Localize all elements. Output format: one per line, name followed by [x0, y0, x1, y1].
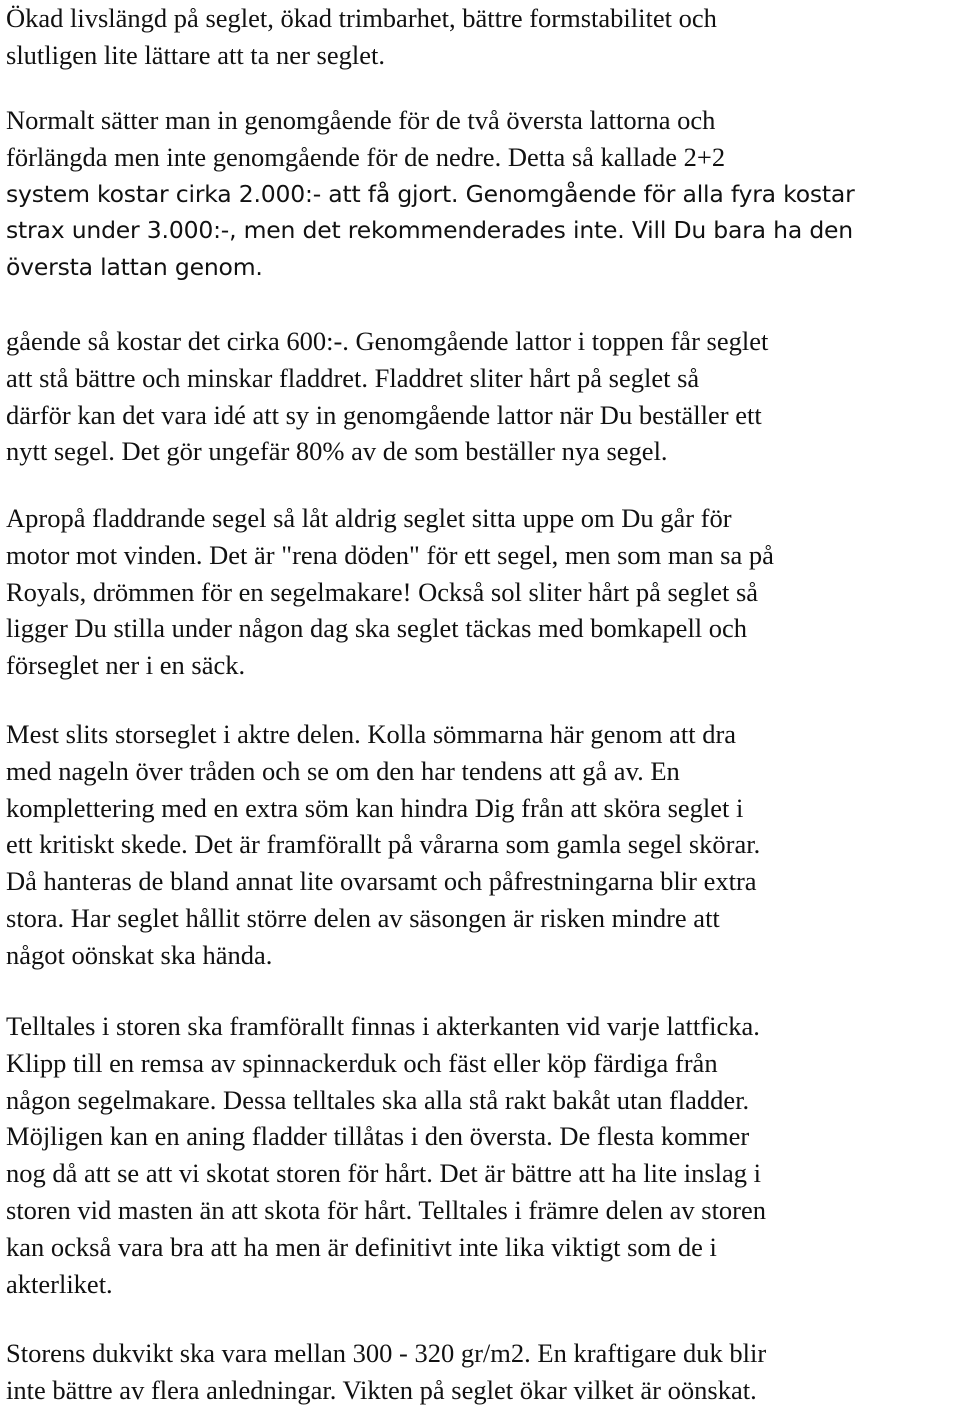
text-line: motor mot vinden. Det är "rena döden" för ett segel, men som man sa på [6, 539, 774, 570]
text-line: nog då att se att vi skotat storen för hårt. Det är bättre att ha lite inslag i [6, 1158, 762, 1189]
text-line: något oönskat ska hända. [6, 939, 273, 970]
text-line: Apropå fladdrande segel så låt aldrig seglet sitta uppe om Du går för [6, 503, 732, 533]
text-line: storen vid masten än att skota för hårt. Telltales i främre delen av storen [6, 1194, 767, 1225]
text-line: Möjligen kan en aning fladder tillåtas i den översta. De flesta kommer [6, 1121, 750, 1152]
paragraph-top-batten-cost [6, 323, 768, 470]
text-line: Royals, drömmen för en segelmakare! Också sol sliter hårt på seglet så [6, 576, 759, 607]
text-line: att stå bättre och minskar fladdret. Fladdret sliter hårt på seglet så [6, 362, 700, 393]
text-line: Normalt sätter man in genomgående för de två översta lattorna och [6, 105, 716, 135]
text-line: Mest slits storseglet i aktre delen. Kolla sömmarna här genom att dra [6, 719, 737, 749]
text-line: akterliket. [6, 1268, 113, 1299]
paragraph-mainsail-wear [6, 716, 760, 974]
text-line: ligger Du stilla under någon dag ska seglet täckas med bomkapell och [6, 613, 748, 644]
text-line: nytt segel. Det gör ungefär 80% av de som beställer nya segel. [6, 436, 668, 467]
text-line: någon segelmakare. Dessa telltales ska alla stå rakt bakåt utan fladder. [6, 1084, 750, 1115]
text-line: komplettering med en extra söm kan hindra Dig från att sköra seglet i [6, 792, 744, 823]
paragraph-sailcloth-weight [6, 1335, 766, 1409]
paragraph-sail-benefits [6, 0, 717, 74]
text-line: gående så kostar det cirka 600:-. Genomgående lattor i toppen får seglet [6, 326, 769, 356]
text-line: därför kan det vara idé att sy in genomgående lattor när Du beställer ett [6, 399, 762, 430]
text-line: system kostar cirka 2.000:- att få gjort. Genomgående för alla fyra kostar [6, 179, 855, 208]
text-line: Då hanteras de bland annat lite ovarsamt och påfrestningarna blir extra [6, 866, 757, 897]
text-line: med nageln över tråden och se om den har tendens att gå av. En [6, 755, 680, 786]
text-line: Storens dukvikt ska vara mellan 300 - 320 gr/m2. En kraftigare duk blir [6, 1338, 767, 1368]
text-line: Klipp till en remsa av spinnackerduk och fäst eller köp färdiga från [6, 1047, 718, 1078]
paragraph-flapping-sails [6, 500, 774, 684]
text-line: Ökad livslängd på seglet, ökad trimbarhet, bättre formstabilitet och [6, 3, 717, 33]
text-line: stora. Har seglet hållit större delen av säsongen är risken mindre att [6, 902, 720, 933]
text-line: översta lattan genom. [6, 253, 263, 282]
text-line: Telltales i storen ska framförallt finnas i akterkanten vid varje lattficka. [6, 1011, 760, 1041]
paragraph-telltales [6, 1008, 766, 1302]
text-line: strax under 3.000:-, men det rekommenderades inte. Vill Du bara ha den [6, 216, 853, 245]
text-line: ett kritiskt skede. Det är framförallt på vårarna som gamla segel skörar. [6, 829, 761, 860]
paragraph-batten-system [6, 102, 855, 286]
text-line: kan också vara bra att ha men är definitivt inte lika viktigt som de i [6, 1231, 717, 1262]
text-line: förlängda men inte genomgående för de nedre. Detta så kallade 2+2 [6, 141, 726, 172]
text-line: inte bättre av flera anledningar. Vikten på seglet ökar vilket är oönskat. [6, 1374, 757, 1405]
text-line: slutligen lite lättare att ta ner seglet. [6, 39, 385, 70]
text-line: förseglet ner i en säck. [6, 650, 246, 681]
